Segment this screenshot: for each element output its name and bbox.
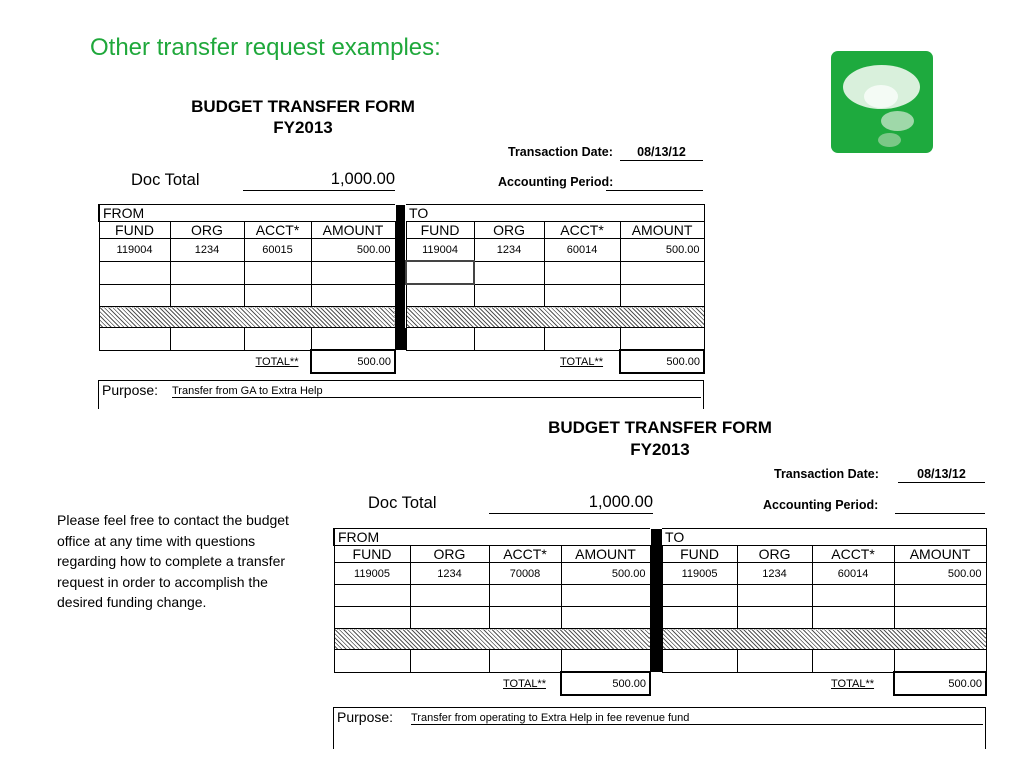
to-total-value: 500.00: [894, 672, 986, 695]
from-amount-cell[interactable]: 500.00: [311, 239, 395, 262]
transaction-date-label: Transaction Date:: [774, 467, 879, 481]
budget-transfer-form-2: [332, 417, 986, 748]
from-acct-cell[interactable]: 60015: [244, 239, 311, 262]
doc-total-value[interactable]: 1,000.00: [489, 493, 653, 514]
form-year: FY2013: [273, 118, 333, 137]
col-acct: ACCT*: [489, 546, 561, 563]
budget-transfer-form-1: [97, 96, 704, 408]
from-fund-cell[interactable]: 119005: [334, 563, 410, 585]
doc-total-label: Doc Total: [368, 494, 437, 512]
col-acct: ACCT*: [244, 222, 311, 239]
col-org: ORG: [410, 546, 489, 563]
doc-total-value[interactable]: 1,000.00: [243, 170, 395, 191]
form-title: BUDGET TRANSFER FORM: [191, 97, 415, 116]
col-amount: AMOUNT: [894, 546, 986, 563]
from-org-cell[interactable]: 1234: [170, 239, 244, 262]
to-total-value: 500.00: [620, 350, 704, 373]
purpose-value[interactable]: Transfer from GA to Extra Help: [172, 385, 701, 398]
from-total-value: 500.00: [561, 672, 650, 695]
purpose-label: Purpose:: [102, 382, 159, 398]
to-amount-cell[interactable]: 500.00: [620, 239, 704, 262]
to-org-cell[interactable]: 1234: [474, 239, 544, 262]
col-org: ORG: [474, 222, 544, 239]
col-fund: FUND: [662, 546, 737, 563]
to-fund-cell[interactable]: 119004: [406, 239, 474, 262]
transaction-date-value[interactable]: 08/13/12: [898, 467, 985, 483]
from-section-label: FROM: [334, 529, 650, 546]
col-acct: ACCT*: [812, 546, 894, 563]
to-amount-cell[interactable]: 500.00: [894, 563, 986, 585]
purpose-value[interactable]: Transfer from operating to Extra Help in fee revenue fund: [411, 712, 983, 725]
col-amount: AMOUNT: [311, 222, 395, 239]
purpose-label: Purpose:: [337, 709, 394, 725]
totals-row: [99, 350, 704, 373]
totals-row: [334, 672, 986, 695]
slide-title: Other transfer request examples:: [90, 34, 441, 61]
to-section-label: TO: [406, 205, 704, 222]
from-amount-cell[interactable]: 500.00: [561, 563, 650, 585]
col-fund: FUND: [99, 222, 170, 239]
transaction-date-value[interactable]: 08/13/12: [620, 145, 703, 161]
from-acct-cell[interactable]: 70008: [489, 563, 561, 585]
table-row: [99, 328, 704, 351]
to-acct-cell[interactable]: 60014: [544, 239, 620, 262]
accounting-period-label: Accounting Period:: [763, 498, 879, 512]
transfer-table: [98, 204, 705, 374]
accounting-period-value[interactable]: [606, 175, 703, 191]
accounting-period-label: Accounting Period:: [498, 175, 614, 189]
to-org-cell[interactable]: 1234: [737, 563, 812, 585]
from-total-label: TOTAL**: [503, 677, 546, 690]
col-fund: FUND: [334, 546, 410, 563]
col-fund: FUND: [406, 222, 474, 239]
col-org: ORG: [170, 222, 244, 239]
form-year: FY2013: [630, 440, 690, 459]
accounting-period-value[interactable]: [895, 498, 985, 514]
from-org-cell[interactable]: 1234: [410, 563, 489, 585]
form-title: BUDGET TRANSFER FORM: [548, 418, 772, 437]
to-fund-cell[interactable]: 119005: [662, 563, 737, 585]
contact-note: Please feel free to contact the budget office at any time with questions regarding how to complete a transfer request in order to accomplish the desired funding change.: [57, 512, 289, 610]
to-section-label: TO: [662, 529, 986, 546]
to-total-label: TOTAL**: [560, 355, 604, 368]
col-org: ORG: [737, 546, 812, 563]
from-fund-cell[interactable]: 119004: [99, 239, 170, 262]
from-section-label: FROM: [99, 205, 395, 222]
transaction-date-label: Transaction Date:: [508, 145, 613, 159]
table-row: [334, 650, 986, 673]
col-amount: AMOUNT: [620, 222, 704, 239]
transfer-table: [333, 528, 987, 696]
speech-bubbles-icon: [831, 51, 933, 153]
to-total-label: TOTAL**: [831, 677, 875, 690]
col-acct: ACCT*: [544, 222, 620, 239]
to-acct-cell[interactable]: 60014: [812, 563, 894, 585]
from-total-label: TOTAL**: [255, 355, 299, 368]
purpose-box: [98, 380, 704, 409]
col-amount: AMOUNT: [561, 546, 650, 563]
purpose-box: [333, 707, 986, 749]
doc-total-label: Doc Total: [131, 171, 200, 189]
from-total-value: 500.00: [311, 350, 395, 373]
